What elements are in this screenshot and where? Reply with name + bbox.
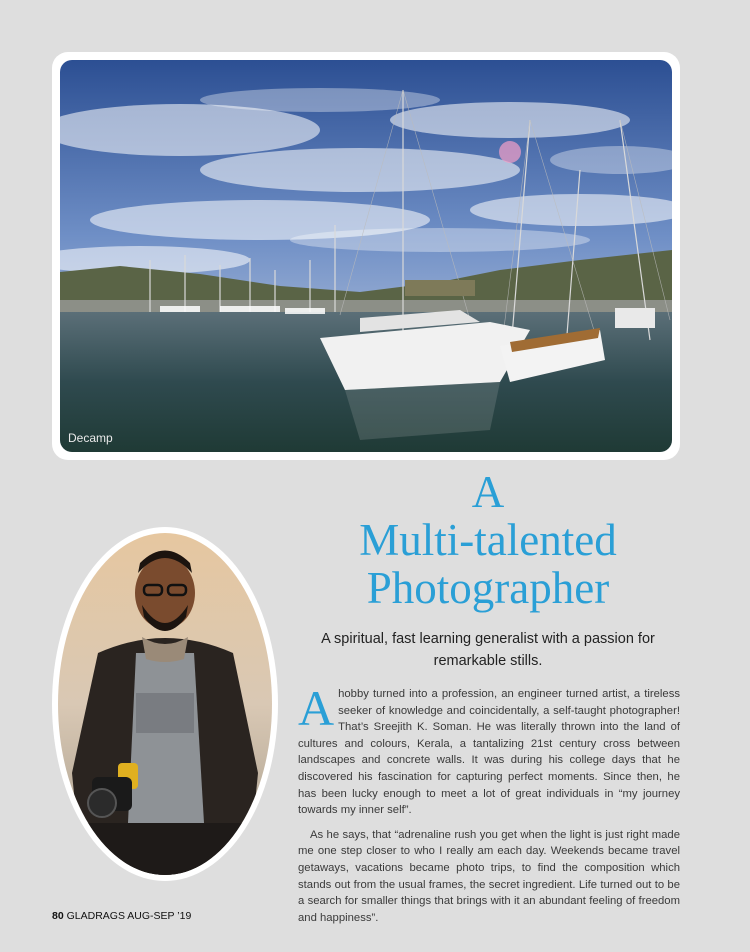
drop-cap: A xyxy=(298,680,335,736)
body-paragraph: As he says, that “adrenaline rush you get when the light is just right made me one step closer to who I really am each day. Weekends became travel getaways, vacations became photo trips, to find the composition which stands out from the usual frames, the secret ingredient. Life turned out to be a search for smaller things that brings with it an abundant feeling of freedom and happiness”. xyxy=(298,828,680,924)
marina-photo xyxy=(60,60,672,452)
article-title xyxy=(298,468,678,612)
title-line: A xyxy=(471,467,505,517)
hero-image-frame xyxy=(52,52,680,460)
body-paragraph xyxy=(298,680,680,819)
portrait-frame xyxy=(52,527,278,881)
page-footer xyxy=(52,910,191,922)
photo-caption: Decamp xyxy=(68,431,113,445)
issue-label: GLADRAGS AUG-SEP ’19 xyxy=(66,910,192,922)
article-body xyxy=(298,680,680,934)
title-line: Photographer xyxy=(366,563,610,613)
article-subtitle: A spiritual, fast learning generalist with a passion for remarkable stills. xyxy=(321,631,655,669)
portrait-illustration xyxy=(58,533,272,875)
title-line: Multi-talented xyxy=(359,515,617,565)
marina-illustration xyxy=(60,60,672,452)
paragraph-text: hobby turned into a profession, an engineer turned artist, a tireless seeker of knowledge and coincidentally, a self-taught photographer! That’s Sreejith K. Soman. He was literally thrown into the land of cultures and colours, Kerala, a tantalizing 21st century cross between landscapes and concrete walls. It was during his college days that he discovered his fascination for capturing perfect moments. Since then, he has been lucky enough to meet a lot of great individuals in “my journey towards my inner self”. xyxy=(298,688,680,817)
photographer-portrait-photo xyxy=(58,533,272,875)
page-number: 80 xyxy=(52,910,64,922)
